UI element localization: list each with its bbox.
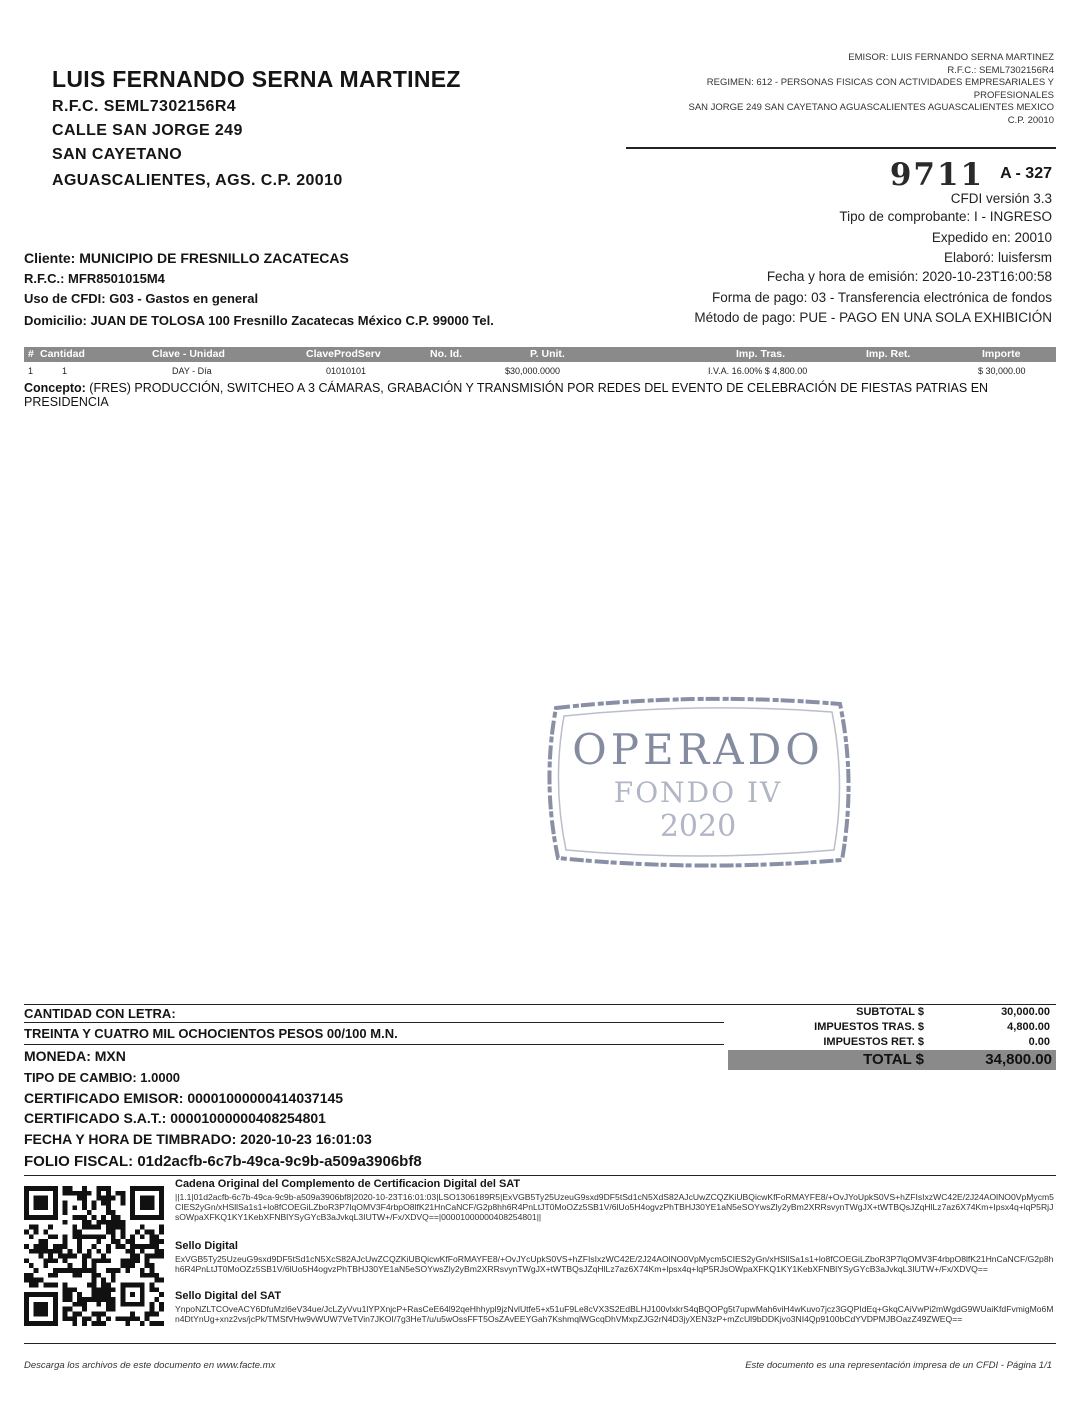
row-imp-tras: I.V.A. 16.00% $ 4,800.00 [708, 366, 808, 376]
row-clave-unidad: DAY - Día [172, 366, 212, 376]
cliente-rfc: R.F.C.: MFR8501015M4 [24, 271, 165, 286]
totals-top-rule [24, 1004, 1056, 1005]
elaboro: Elaboró: luisfersm [943, 250, 1052, 265]
cadena-original-text: ||1.1|01d2acfb-6c7b-49ca-9c9b-a509a3906bf8|2020-10-23T16:01:03|LSO1306189R5|ExVGB5Ty25UzeuG9sxd9DF5tSd1cN5XdS82AJcUwZCQZKiUBQicwKfFoRMAYFE8/+OvJYoUpkS0VS+hZFIsIxzWC42E/2J24AOlNO0VpMycm5CIES2yGn/xHSllSa1s1+lo8fCOEGiLZboR3P7lqOMV3F4rbpO8lfK21HnCaNCF/G2p8hh6R4PnLtJT0MoOZz5SB1V/6lUo5H4ogvzPhTBHJ30YE1aN5eSOYwsZly2yBm2XRRsvynTWgJX+tWTBQsJZqHlLz7az6X74Km+Ipsx4q+lqP5RjJsOWpaXFKQ1KY1KebXFNBlYSyGYcB3aJvkqL3IUTW+/Fx/XDVQ==|00001000000408254801|| [175, 1192, 1054, 1222]
qr-code [24, 1186, 164, 1326]
folio-number: 9711 [889, 157, 985, 193]
subtotal-label: SUBTOTAL $ [856, 1006, 924, 1018]
issuer-name: LUIS FERNANDO SERNA MARTINEZ [52, 66, 461, 92]
items-table-header [24, 347, 1056, 362]
impuestos-tras-label: IMPUESTOS TRAS. $ [814, 1021, 924, 1033]
tipo-cambio: TIPO DE CAMBIO: 1.0000 [24, 1070, 181, 1085]
footer-page-note: Este documento es una representación impresa de un CFDI - Página 1/1 [745, 1360, 1052, 1371]
issuer-rfc: R.F.C. SEML7302156R4 [52, 98, 237, 115]
cantidad-letra-rule [24, 1022, 724, 1023]
emisor-rfc: R.F.C.: SEML7302156R4 [947, 64, 1054, 76]
sello-sat-text: YnpoNZLTCOveACY6DfuMzl6eV34ue/JcLZyVvu1lYPXnjcP+RasCeE64l92qeHhhypl9jzNvlUtfe5+x51uF9Le8cVX3S2EdBLHJ100vlxkrS4qBQOPg5t7upwMah6viH4wKuvo7jcz3GQPIdEq+GkqCAiVwPi2mWgdG9WUaiKfdFvmigMo6Mn4DtYnUg+xnz2vs/jcPk/TMSfVHw9vWUW7VeTVin7JKOI/7g3HeT/u/u5wOssFFT5OsZAvEEYGah7KshmqlWGcqDhVMxpZJG2rN4D3jyXEN3zP+mZcUl9bDDKjvo3NI4Qp9100bCdYVDPMJBOazZ49ZWEQ== [175, 1304, 1054, 1324]
cantidad-letra-label: CANTIDAD CON LETRA: [24, 1006, 176, 1021]
sello-digital-title: Sello Digital [175, 1240, 238, 1252]
sello-sat-title: Sello Digital del SAT [175, 1290, 282, 1302]
col-header-imp-tras: Imp. Tras. [736, 348, 786, 360]
fecha-timbrado: FECHA Y HORA DE TIMBRADO: 2020-10-23 16:01:03 [24, 1131, 372, 1147]
concepto-label: Concepto: [24, 381, 86, 395]
fiscal-bottom-rule [24, 1175, 1056, 1176]
row-clave-prod: 01010101 [326, 366, 367, 376]
cliente-domicilio: Domicilio: JUAN DE TOLOSA 100 Fresnillo Zacatecas México C.P. 99000 Tel. [24, 313, 494, 328]
impuestos-tras-value: 4,800.00 [1007, 1021, 1050, 1033]
row-p-unit: $30,000.0000 [505, 366, 561, 376]
cadena-original-title: Cadena Original del Complemento de Certificacion Digital del SAT [175, 1178, 521, 1190]
issuer-city: AGUASCALIENTES, AGS. C.P. 20010 [52, 172, 343, 189]
cantidad-letra: TREINTA Y CUATRO MIL OCHOCIENTOS PESOS 00/100 M.N. [24, 1026, 398, 1041]
issuer-colony: SAN CAYETANO [52, 146, 183, 163]
col-header-clave-prod: ClaveProdServ [306, 348, 381, 360]
forma-pago: Forma de pago: 03 - Transferencia electrónica de fondos [712, 290, 1052, 305]
metodo-pago: Método de pago: PUE - PAGO EN UNA SOLA EXHIBICIÓN [694, 310, 1052, 325]
total-value: 34,800.00 [985, 1051, 1052, 1068]
moneda: MONEDA: MXN [24, 1048, 126, 1064]
emisor-block [594, 52, 1054, 127]
concepto-text: (FRES) PRODUCCIÓN, SWITCHEO A 3 CÁMARAS, GRABACIÓN Y TRANSMISIÓN POR REDES DEL EVENTO DE CELEBRACIÓN DE FIESTAS PATRIAS EN PRESIDENCIA [24, 381, 989, 409]
certificado-sat: CERTIFICADO S.A.T.: 00001000000408254801 [24, 1110, 326, 1126]
cantidad-letra-bottom-rule [24, 1044, 724, 1045]
sello-digital-text: ExVGB5Ty25UzeuG9sxd9DF5tSd1cN5XcS82AJcUwZCQZKiUBQicwKfFoRMAYFE8/+OvJYcUpkS0VS+hZFIsIxzWC42E/2J24AOlNO0VpMycm5CIES2yGn/xHSllSa1s1+lo8fCOEGiLZboR3P7lqOMV3F4rbpO8lfK21HnCaNCF/G2p8hh6R4PnLtJT0MoOZz5SB1V/6lUo5H4ogvzPhTBHJ30YE1aN5eSOYwsZly2yBm2XRRsvynTWgJX+tWTBQsJZqHlLz7az6X74Km+lpsx4q+lqP5RJsOWpaXFKQ1KY1KebXFNBlYSyGYcB3aJvkqL3IUTW+/Fx/XDVQ== [175, 1254, 1054, 1274]
row-num: 1 [28, 366, 34, 376]
emisor-address: SAN JORGE 249 SAN CAYETANO AGUASCALIENTES AGUASCALIENTES MEXICO [688, 102, 1054, 113]
cliente-nombre: Cliente: MUNICIPIO DE FRESNILLO ZACATECAS [24, 250, 349, 266]
expedido-en: Expedido en: 20010 [931, 230, 1052, 245]
footer-download-note: Descarga los archivos de este documento en www.facte.mx [24, 1360, 276, 1371]
emisor-regimen: REGIMEN: 612 - PERSONAS FISICAS CON ACTIVIDADES EMPRESARIALES Y [706, 77, 1054, 88]
col-header-no-id: No. Id. [430, 348, 463, 360]
col-header-importe: Importe [982, 348, 1021, 360]
folio-fiscal: FOLIO FISCAL: 01d2acfb-6c7b-49ca-9c9b-a509a3906bf8 [24, 1153, 422, 1170]
emisor-regimen-cont: PROFESIONALES [973, 89, 1054, 101]
issuer-street: CALLE SAN JORGE 249 [52, 122, 243, 139]
folio-serie: A - 327 [1000, 165, 1052, 182]
cfdi-version: CFDI versión 3.3 [950, 191, 1052, 206]
emisor-name: EMISOR: LUIS FERNANDO SERNA MARTINEZ [848, 52, 1054, 63]
footer-rule [24, 1343, 1056, 1344]
col-header-cantidad: Cantidad [40, 348, 85, 360]
stamp-line-3: 2020 [659, 809, 737, 844]
fecha-emision: Fecha y hora de emisión: 2020-10-23T16:00:58 [766, 269, 1052, 284]
folio [890, 157, 1052, 193]
col-header-num: # [28, 348, 34, 360]
impuestos-ret-label: IMPUESTOS RET. $ [823, 1036, 924, 1048]
tipo-comprobante: Tipo de comprobante: I - INGRESO [839, 209, 1052, 224]
impuestos-ret-value: 0.00 [1028, 1036, 1050, 1048]
stamp-line-2: FONDO IV [613, 776, 783, 809]
stamp [538, 690, 858, 870]
col-header-p-unit: P. Unit. [530, 348, 565, 360]
emisor-cp: C.P. 20010 [1007, 114, 1054, 126]
col-header-clave-unidad: Clave - Unidad [152, 348, 225, 360]
stamp-line-1: OPERADO [572, 725, 824, 774]
emisor-rule [626, 147, 1056, 149]
col-header-imp-ret: Imp. Ret. [866, 348, 911, 360]
certificado-emisor: CERTIFICADO EMISOR: 00001000000414037145 [24, 1090, 344, 1106]
row-cantidad: 1 [62, 366, 68, 376]
subtotal-value: 30,000.00 [1001, 1006, 1050, 1018]
concepto [24, 381, 1034, 409]
cliente-uso-cfdi: Uso de CFDI: G03 - Gastos en general [24, 291, 259, 306]
row-importe: $ 30,000.00 [978, 366, 1026, 376]
total-label: TOTAL $ [863, 1051, 924, 1068]
